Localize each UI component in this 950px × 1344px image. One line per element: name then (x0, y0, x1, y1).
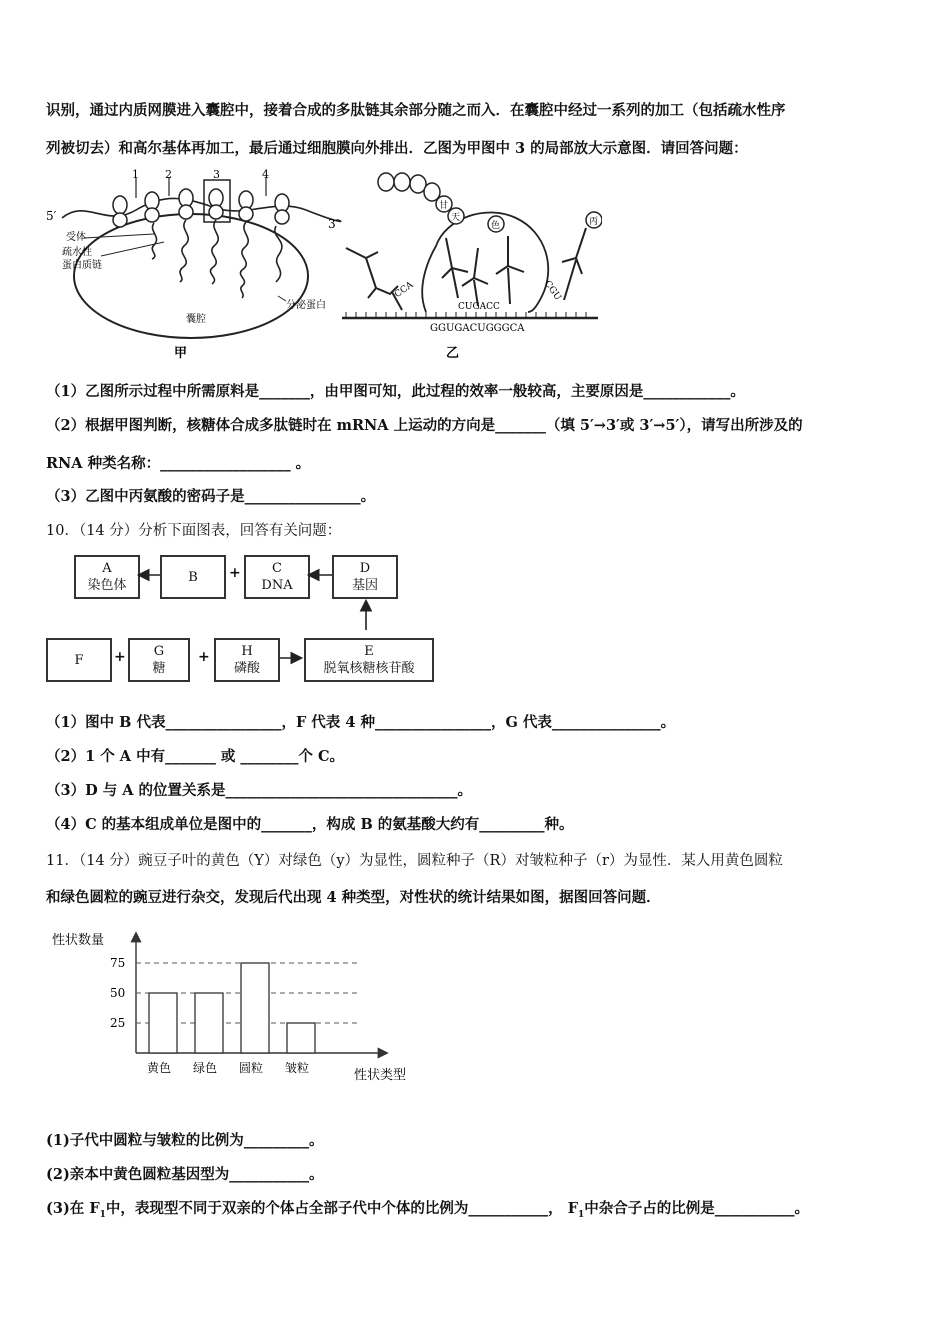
chart-ylabel: 性状数量 (52, 933, 105, 948)
num-4: 4 (262, 168, 269, 181)
plus-gh: + (198, 649, 210, 665)
box-e: E 脱氧核糖核苷酸 (304, 638, 434, 682)
q11-line2: 和绿色圆粒的豌豆进行杂交，发现后代出现 4 种类型，对性状的统计结果如图，据图回答问题． (46, 889, 661, 906)
label-5prime: 5′ (46, 209, 57, 223)
chart-bar-3 (287, 1023, 315, 1053)
chart-bar-0 (149, 993, 177, 1053)
q9-sub1: （1）乙图所示过程中所需原料是_______，由甲图可知，此过程的效率一般较高，主要原因是____________。 (46, 383, 745, 400)
aa-se: 色 (491, 221, 501, 231)
chart-category-label: 皱粒 (285, 1061, 310, 1075)
chart-xlabel: 性状类型 (354, 1068, 407, 1083)
chart-category-label: 圆粒 (239, 1061, 264, 1075)
chart-ytick-label: 50 (110, 986, 126, 1000)
box-c: C DNA (244, 555, 310, 599)
q11-sub2: (2)亲本中黄色圆粒基因型为___________。 (46, 1166, 324, 1183)
num-2: 2 (165, 168, 172, 181)
q10-sub3: （3）D 与 A 的位置关系是________________________________。 (46, 782, 473, 799)
anticodon-right: CGU (541, 279, 563, 303)
aa-gan: 甘 (439, 201, 449, 211)
q11-sub1: (1)子代中圆粒与皱粒的比例为_________。 (46, 1132, 324, 1149)
num-1: 1 (132, 168, 139, 181)
label-hydrophobic1: 疏水性 (62, 247, 92, 258)
box-g: G 糖 (128, 638, 190, 682)
q10-header: 10．（14 分）分析下面图表，回答有关问题： (46, 523, 342, 539)
q9-sub3: （3）乙图中丙氨酸的密码子是________________。 (46, 488, 376, 505)
label-lumen: 囊腔 (186, 314, 206, 325)
q11-header: 11．（14 分）豌豆子叶的黄色（Y）对绿色（y）为显性，圆粒种子（R）对皱粒种子（r）为显性．某人用黄色圆粒 (46, 853, 783, 869)
chart-bar-2 (241, 963, 269, 1053)
box-f: F (46, 638, 112, 682)
chart-category-label: 黄色 (147, 1061, 172, 1075)
label-receptor: 受体 (66, 232, 86, 243)
q11-sub3: (3)在 $F_1$中，表现型不同于双亲的个体占全部子代中个体的比例为___________， $F_1$中杂合子占的比例是___________。 (46, 1200, 810, 1220)
q9-sub2b: RNA 种类名称：__________________ 。 (46, 455, 311, 472)
caption-yi: 乙 (446, 346, 460, 361)
chart-category-label: 绿色 (193, 1061, 218, 1075)
q10-sub4: （4）C 的基本组成单位是图中的_______，构成 B 的氨基酸大约有_________种。 (46, 816, 574, 833)
caption-jia: 甲 (174, 346, 188, 361)
q9-intro-line2: 列被切去）和高尔基体再加工，最后通过细胞膜向外排出．乙图为甲图中 3 的局部放大示意图．请回答问题： (46, 140, 748, 157)
q10-sub1: （1）图中 B 代表________________，F 代表 4 种________________，G 代表_______________。 (46, 714, 676, 731)
box-a: A 染色体 (74, 555, 140, 599)
trait-bar-chart (46, 926, 426, 1086)
chart-ytick-label: 25 (110, 1016, 126, 1030)
label-secreted-protein: 分泌蛋白 (286, 300, 326, 311)
anticodon-mid: CUGACC (458, 302, 500, 312)
label-3prime: 3′ (328, 217, 339, 231)
aa-bing: 丙 (589, 217, 599, 227)
num-3: 3 (213, 168, 220, 181)
label-hydrophobic2: 蛋白质链 (62, 260, 102, 271)
q9-sub2a: （2）根据甲图判断，核糖体合成多肽链时在 mRNA 上运动的方向是_______（填 5′→3′或 3′→5′），请写出所涉及的 (46, 417, 803, 434)
q10-sub2: （2）1 个 A 中有_______ 或 ________个 C。 (46, 748, 345, 765)
box-d: D 基因 (332, 555, 398, 599)
aa-tian: 天 (451, 213, 461, 223)
q9-intro-line1: 识别，通过内质网膜进入囊腔中，接着合成的多肽链其余部分随之而入．在囊腔中经过一系列的加工（包括疏水性序 (46, 102, 786, 119)
plus-fg: + (114, 649, 126, 665)
plus-bc: + (229, 565, 241, 581)
box-h: H 磷酸 (214, 638, 280, 682)
box-b: B (160, 555, 226, 599)
chart-ytick-label: 75 (110, 956, 126, 970)
mrna-sequence: GGUGACUGGGCA (430, 323, 525, 334)
chart-bar-1 (195, 993, 223, 1053)
anticodon-left: CCA (393, 280, 416, 301)
